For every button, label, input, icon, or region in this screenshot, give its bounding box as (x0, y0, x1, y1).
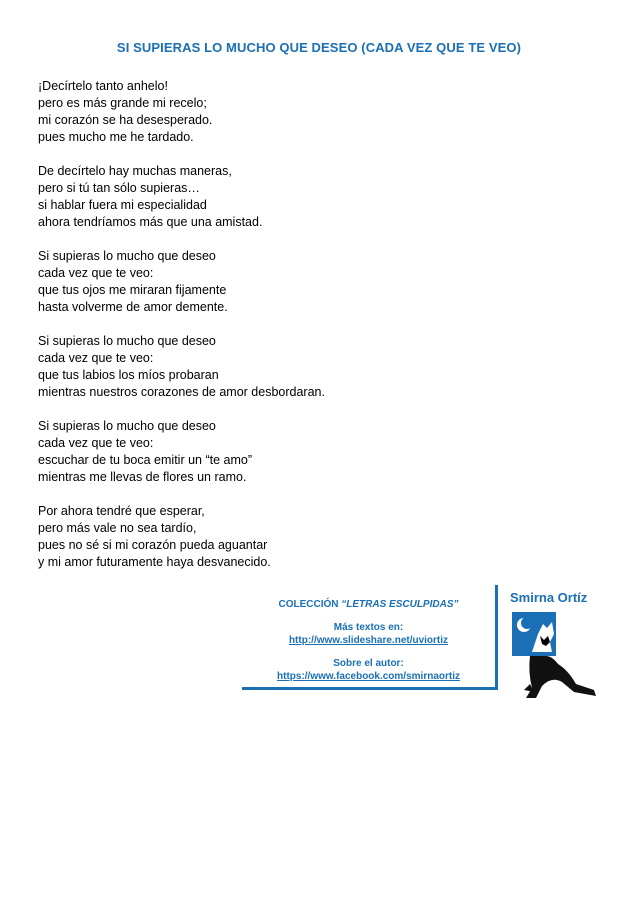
poem-line: pero si tú tan sólo supieras… (38, 181, 200, 195)
poem-line: pero más vale no sea tardío, (38, 521, 197, 535)
stanza-1 (38, 78, 508, 146)
poem-line: pues no sé si mi corazón pueda aguantar (38, 538, 268, 552)
poem-line: cada vez que te veo: (38, 266, 154, 280)
stanza-3 (38, 248, 508, 316)
about-author-label: Sobre el autor: (333, 658, 404, 669)
poem-line: pero es más grande mi recelo; (38, 96, 207, 110)
stanza-4 (38, 333, 508, 401)
stanza-2 (38, 163, 508, 231)
poem-line: Si supieras lo mucho que deseo (38, 419, 216, 433)
poem-line: mientras me llevas de flores un ramo. (38, 470, 247, 484)
poem-line: ahora tendríamos más que una amistad. (38, 215, 263, 229)
poem-line: De decírtelo hay muchas maneras, (38, 164, 232, 178)
collection-info-box (242, 585, 498, 690)
poem-line: cada vez que te veo: (38, 351, 154, 365)
poem-line: que tus labios los míos probaran (38, 368, 219, 382)
more-texts-label: Más textos en: (333, 622, 404, 633)
facebook-link[interactable]: https://www.facebook.com/smirnaortiz (277, 671, 460, 682)
poem-body (38, 78, 508, 588)
poem-line: si hablar fuera mi especialidad (38, 198, 207, 212)
collection-name: “LETRAS ESCULPIDAS” (341, 599, 459, 610)
poem-line: ¡Decírtelo tanto anhelo! (38, 79, 168, 93)
poem-line: cada vez que te veo: (38, 436, 154, 450)
page-title: SI SUPIERAS LO MUCHO QUE DESEO (CADA VEZ QUE TE VEO) (116, 40, 522, 55)
poem-line: mientras nuestros corazones de amor desbordaran. (38, 385, 325, 399)
collection-label (242, 598, 495, 611)
poem-line: Si supieras lo mucho que deseo (38, 249, 216, 263)
poem-line: mi corazón se ha desesperado. (38, 113, 213, 127)
poem-line: Si supieras lo mucho que deseo (38, 334, 216, 348)
author-name: Smirna Ortíz (510, 590, 588, 605)
poem-line: escuchar de tu boca emitir un “te amo” (38, 453, 252, 467)
slideshare-link[interactable]: http://www.slideshare.net/uviortiz (288, 635, 449, 646)
stanza-6 (38, 503, 508, 571)
stanza-5 (38, 418, 508, 486)
poem-line: pues mucho me he tardado. (38, 130, 194, 144)
poem-line: Por ahora tendré que esperar, (38, 504, 205, 518)
poem-line: que tus ojos me miraran fijamente (38, 283, 227, 297)
collection-prefix: COLECCIÓN (278, 599, 342, 610)
poem-line: hasta volverme de amor demente. (38, 300, 228, 314)
poem-line: y mi amor futuramente haya desvanecido. (38, 555, 271, 569)
smirna-ortiz-logo-icon (512, 612, 598, 702)
